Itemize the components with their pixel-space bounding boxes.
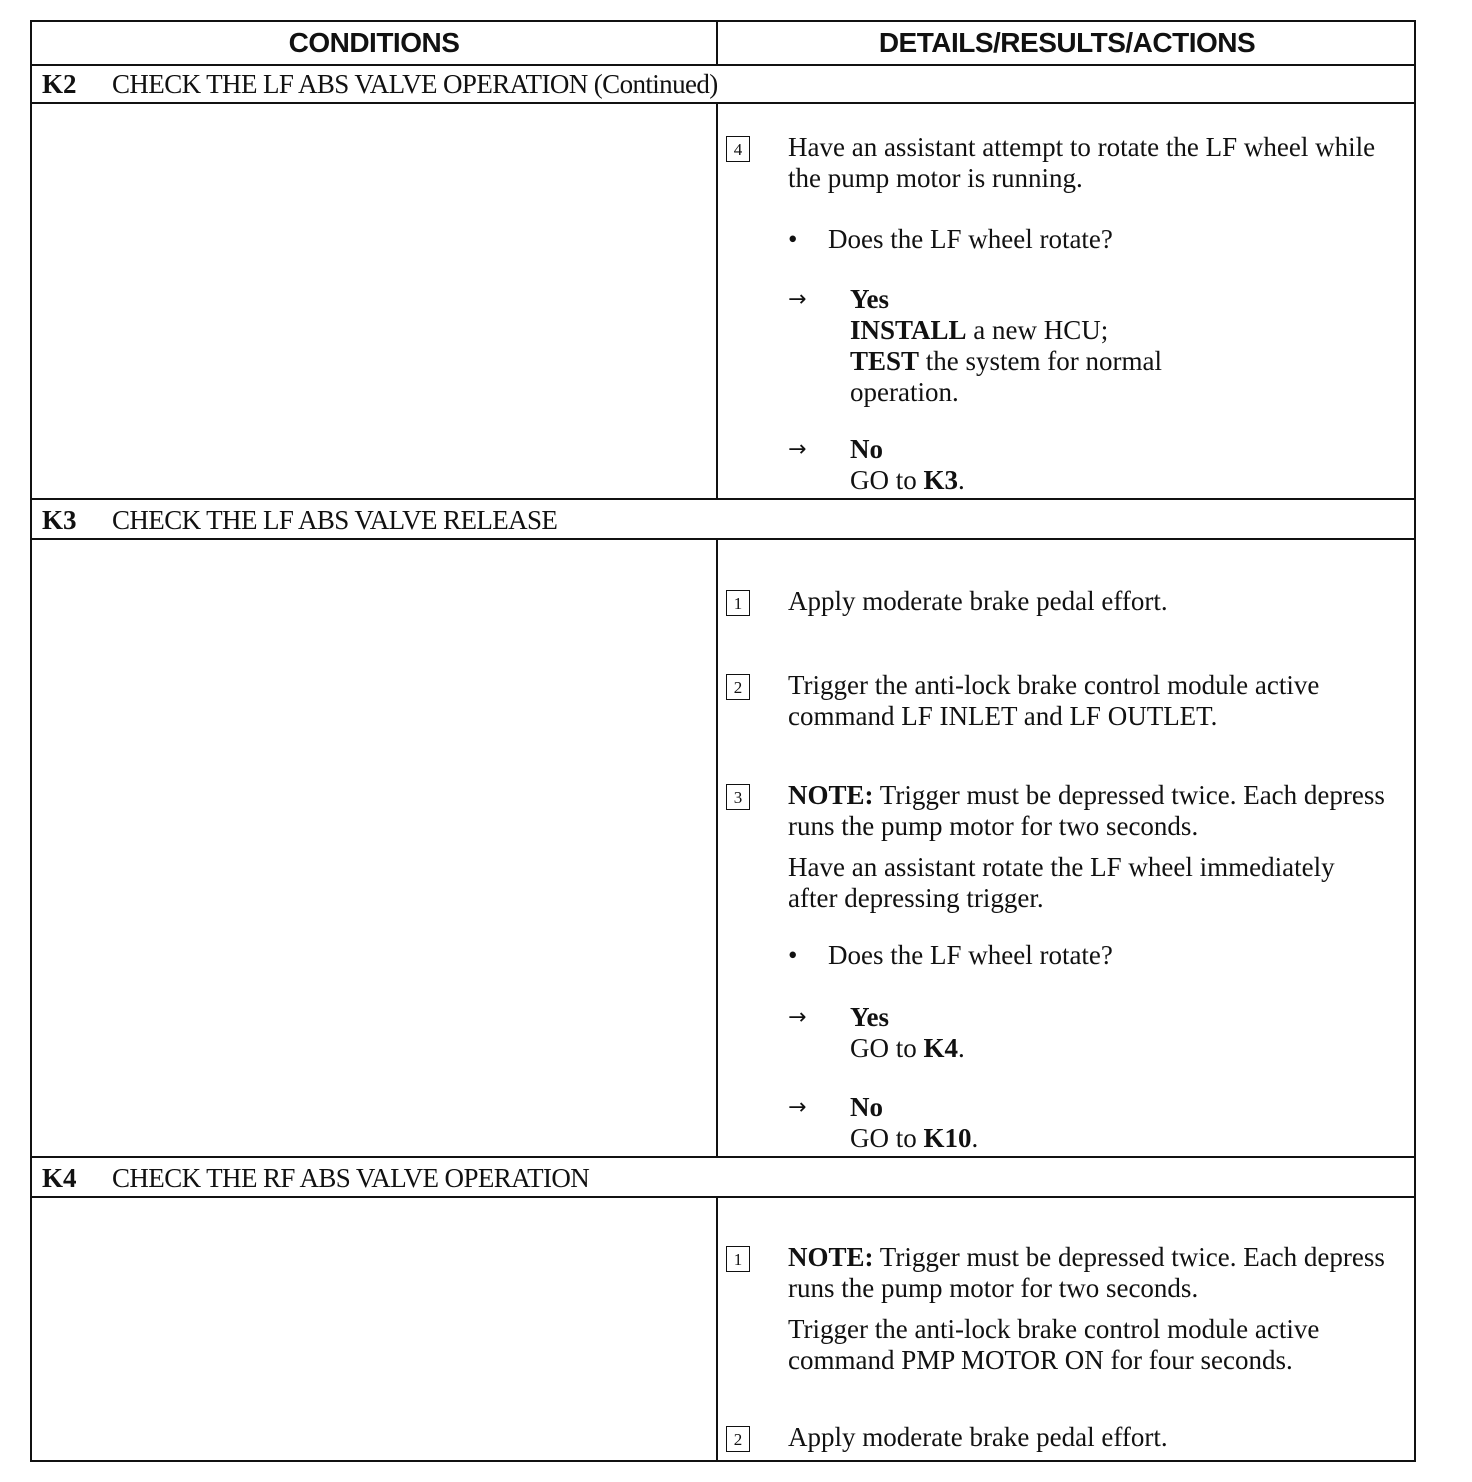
step-number-box: 1 (726, 590, 750, 616)
step-text: Have an assistant attempt to rotate the LF wheel while the pump motor is running. (788, 132, 1376, 193)
step-number-box: 2 (726, 674, 750, 700)
conditions-cell-k2 (32, 104, 718, 498)
note-label: NOTE: (788, 1242, 874, 1272)
table-header-row (32, 22, 1414, 66)
arrow-right-icon: → (788, 1095, 807, 1120)
section-title-k2 (32, 64, 1414, 104)
arrow-right-icon: → (788, 287, 807, 312)
section-code-k3: K3 (42, 505, 77, 535)
outcome-label-no: No (850, 434, 883, 464)
outcome-label-yes: Yes (850, 1002, 889, 1032)
step-number-box: 1 (726, 1246, 750, 1272)
go-to-link[interactable]: K10 (923, 1123, 972, 1153)
action-line: operation. (850, 377, 959, 407)
question-text: Does the LF wheel rotate? (828, 224, 1113, 254)
section-heading-k2: CHECK THE LF ABS VALVE OPERATION (Continued) (112, 69, 718, 99)
conditions-cell-k3 (32, 540, 718, 1156)
step-number-box: 3 (726, 784, 750, 810)
section-heading-k4: CHECK THE RF ABS VALVE OPERATION (112, 1163, 590, 1193)
bullet-icon: • (788, 940, 798, 970)
details-header: DETAILS/RESULTS/ACTIONS (878, 27, 1256, 58)
bullet-icon: • (788, 224, 798, 254)
details-cell-k2 (718, 104, 1414, 498)
details-cell-k3 (718, 540, 1414, 1156)
conditions-header: CONDITIONS (32, 22, 718, 64)
section-body-k2 (32, 104, 1414, 500)
note-label: NOTE: (788, 780, 874, 810)
go-to-line: GO to K3. (850, 465, 965, 495)
step-text: NOTE: Trigger must be depressed twice. Each depress runs the pump motor for two seconds. Trigger the anti-lock brake control module active command PMP MOTOR ON for four seconds. (788, 1242, 1385, 1375)
step-text: Apply moderate brake pedal effort. (788, 1422, 1168, 1452)
go-to-line: GO to K4. (850, 1033, 965, 1063)
section-title-k3 (32, 500, 1414, 540)
step-text: NOTE: Trigger must be depressed twice. Each depress runs the pump motor for two seconds. Have an assistant rotate the LF wheel immediately after depressing trigger. (788, 780, 1385, 913)
note: NOTE: Trigger must be depressed twice. Each depress runs the pump motor for two seconds. (788, 780, 1385, 841)
section-heading-k3: CHECK THE LF ABS VALVE RELEASE (112, 505, 558, 535)
outcome-label-yes: Yes (850, 284, 889, 314)
section-code-k4: K4 (42, 1163, 77, 1193)
arrow-right-icon: → (788, 437, 807, 462)
section-title-k4 (32, 1158, 1414, 1198)
action-line: TEST the system for normal (850, 346, 1162, 376)
arrow-right-icon: → (788, 1005, 807, 1030)
diagnostic-table (30, 20, 1416, 1462)
step-number-box: 4 (726, 136, 750, 162)
action-line: INSTALL a new HCU; (850, 315, 1109, 345)
outcome-label-no: No (850, 1092, 883, 1122)
go-to-line: GO to K10. (850, 1123, 979, 1153)
step-number-box: 2 (726, 1426, 750, 1452)
go-to-link[interactable]: K4 (923, 1033, 959, 1063)
conditions-cell-k4 (32, 1198, 718, 1460)
question-text: Does the LF wheel rotate? (828, 940, 1113, 970)
details-cell-k4 (718, 1198, 1414, 1460)
section-body-k4 (32, 1198, 1414, 1460)
section-body-k3 (32, 540, 1414, 1158)
go-to-link[interactable]: K3 (923, 465, 959, 495)
note: NOTE: Trigger must be depressed twice. Each depress runs the pump motor for two seconds. (788, 1242, 1385, 1303)
step-text: Trigger the anti-lock brake control module active command LF INLET and LF OUTLET. (788, 670, 1320, 731)
step-text: Apply moderate brake pedal effort. (788, 586, 1168, 616)
section-code-k2: K2 (42, 69, 77, 99)
